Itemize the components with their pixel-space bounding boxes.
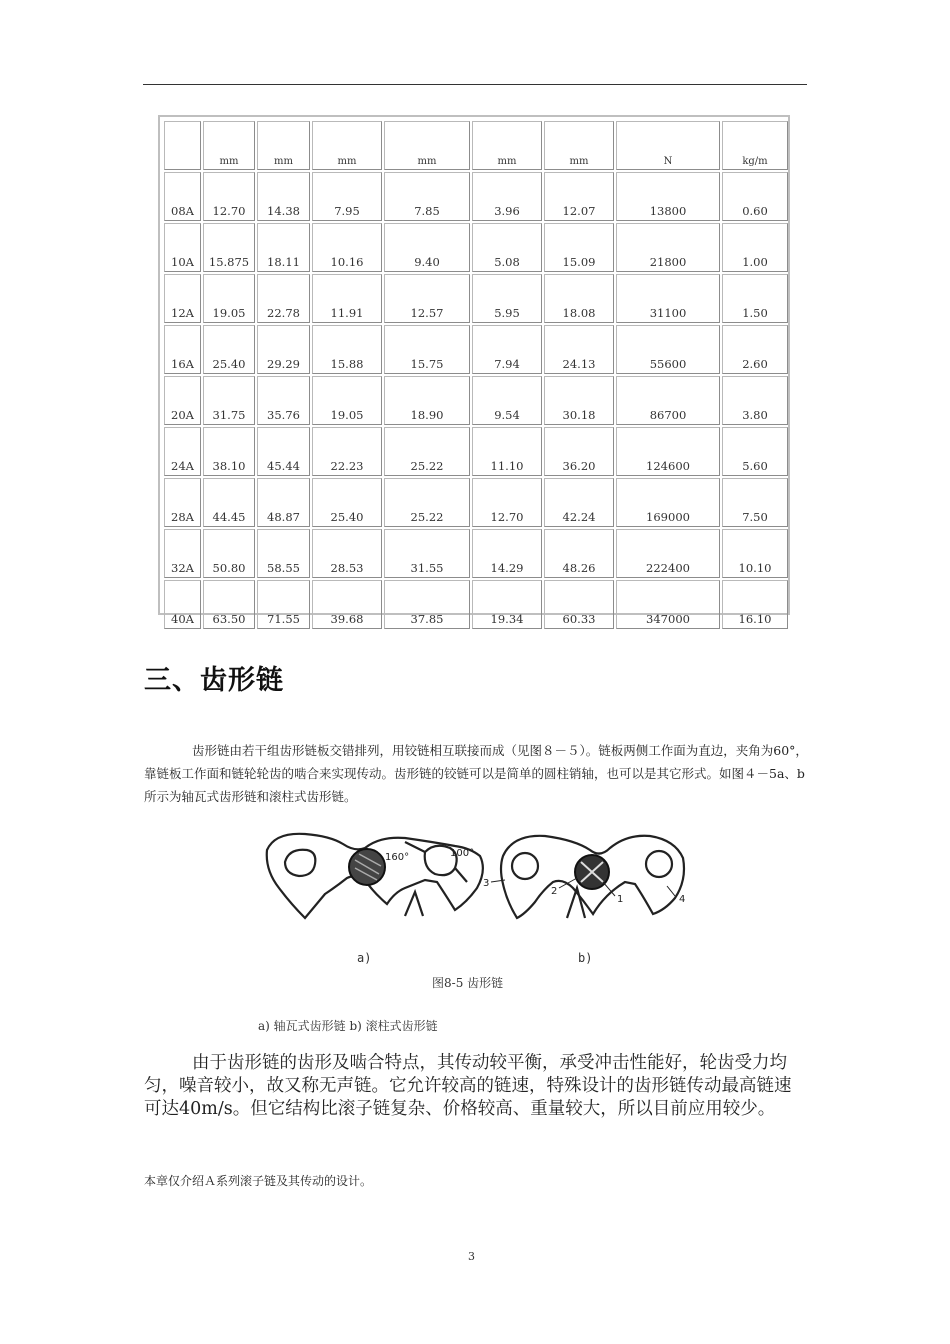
table-cell: 10.16: [312, 223, 382, 272]
table-cell: 86700: [616, 376, 720, 425]
table-cell: 11.10: [472, 427, 542, 476]
toothed-chain-figure: [255, 822, 705, 934]
figure-label-b: b): [578, 951, 593, 965]
table-cell: 7.94: [472, 325, 542, 374]
table-cell-chain-no: 16A: [164, 325, 201, 374]
table-cell: 71.55: [257, 580, 310, 629]
chain-spec-table: [158, 115, 790, 626]
table-cell-chain-no: 10A: [164, 223, 201, 272]
table-cell: mm: [257, 121, 310, 170]
table-unit-row: [164, 121, 788, 170]
table-cell: 29.29: [257, 325, 310, 374]
table-row: [164, 376, 788, 425]
table-row: [164, 223, 788, 272]
table-cell: 22.78: [257, 274, 310, 323]
table-cell: 3.80: [722, 376, 788, 425]
table-cell: 7.85: [384, 172, 470, 221]
table-row: [164, 580, 788, 629]
table-cell-chain-no: [164, 121, 201, 170]
table-cell: 18.11: [257, 223, 310, 272]
table-cell: 15.75: [384, 325, 470, 374]
table-cell: 55600: [616, 325, 720, 374]
table-cell: 13800: [616, 172, 720, 221]
table-cell: 28.53: [312, 529, 382, 578]
table-cell: 21800: [616, 223, 720, 272]
table-cell: 18.90: [384, 376, 470, 425]
table-cell: 14.38: [257, 172, 310, 221]
chapter-note: 本章仅介绍Ａ系列滚子链及其传动的设计。: [144, 1174, 373, 1188]
table-cell: mm: [472, 121, 542, 170]
table-cell: 18.08: [544, 274, 614, 323]
callout-1: 1: [617, 894, 624, 905]
header-rule: [143, 84, 807, 85]
table-cell: 50.80: [203, 529, 255, 578]
table-cell: 16.10: [722, 580, 788, 629]
table-row: [164, 529, 788, 578]
table-cell: 63.50: [203, 580, 255, 629]
table-cell: 0.60: [722, 172, 788, 221]
table-cell: 5.60: [722, 427, 788, 476]
table-cell: 124600: [616, 427, 720, 476]
table-cell: 1.00: [722, 223, 788, 272]
table-cell: 31.55: [384, 529, 470, 578]
table-cell: 19.05: [203, 274, 255, 323]
table-cell: 3.96: [472, 172, 542, 221]
table-cell: 25.40: [312, 478, 382, 527]
paragraph-silent-chain: 由于齿形链的齿形及啮合特点，其传动较平衡，承受冲击性能好，轮齿受力均匀，噪音较小，故又称无声链。它允许较高的链速，特殊设计的齿形链传动最高链速可达40m/s。但它结构比滚子链复杂、价格较高、重量较大，所以目前应用较少。: [144, 1053, 792, 1119]
table-cell: 24.13: [544, 325, 614, 374]
table-cell-chain-no: 12A: [164, 274, 201, 323]
page-number: 3: [468, 1250, 475, 1263]
table-row: [164, 172, 788, 221]
table-cell: kg/m: [722, 121, 788, 170]
table-cell: 12.57: [384, 274, 470, 323]
table-cell: mm: [384, 121, 470, 170]
callout-4: 4: [679, 894, 686, 905]
table-cell: 42.24: [544, 478, 614, 527]
table-cell: 15.875: [203, 223, 255, 272]
table-cell: 9.40: [384, 223, 470, 272]
figure-label-a: a): [357, 951, 372, 965]
table-cell: 12.70: [203, 172, 255, 221]
callout-3: 3: [483, 878, 490, 889]
table-cell: 48.26: [544, 529, 614, 578]
table-cell: 58.55: [257, 529, 310, 578]
toothed-chain-illustration: [255, 822, 705, 934]
table-cell: 10.10: [722, 529, 788, 578]
table-cell: 14.29: [472, 529, 542, 578]
table-cell: 25.22: [384, 427, 470, 476]
table-cell: 11.91: [312, 274, 382, 323]
table-cell-chain-no: 20A: [164, 376, 201, 425]
table-cell: 45.44: [257, 427, 310, 476]
table-cell: 35.76: [257, 376, 310, 425]
table-cell: 12.07: [544, 172, 614, 221]
angle-160-label: 160°: [385, 852, 410, 863]
table-cell-chain-no: 28A: [164, 478, 201, 527]
table-cell: 2.60: [722, 325, 788, 374]
table-cell-chain-no: 24A: [164, 427, 201, 476]
table-cell: 31100: [616, 274, 720, 323]
section-title: 三、齿形链: [144, 665, 284, 696]
table-cell: 39.68: [312, 580, 382, 629]
table-cell: 19.34: [472, 580, 542, 629]
table-cell: 36.20: [544, 427, 614, 476]
table-cell: 1.50: [722, 274, 788, 323]
table-cell: 31.75: [203, 376, 255, 425]
table-cell: mm: [312, 121, 382, 170]
table-cell: 169000: [616, 478, 720, 527]
angle-100-label: 100°: [450, 848, 475, 859]
figure-caption: 图8-5 齿形链: [432, 976, 504, 990]
table-cell: 5.08: [472, 223, 542, 272]
table-cell: 25.22: [384, 478, 470, 527]
table-cell: mm: [544, 121, 614, 170]
table-cell: 7.50: [722, 478, 788, 527]
table-cell: 15.09: [544, 223, 614, 272]
paragraph-intro: 齿形链由若干组齿形链板交错排列，用铰链相互联接而成（见图８－５）。链板两侧工作面为直边，夹角为60°，靠链板工作面和链轮轮齿的啮合来实现传动。齿形链的铰链可以是简单的圆柱销轴，也可以是其它形式。如图４－5a、b 所示为轴瓦式齿形链和滚柱式齿形链。: [144, 743, 808, 804]
table-cell: 44.45: [203, 478, 255, 527]
table-row: [164, 427, 788, 476]
figure-subcaption: a) 轴瓦式齿形链 b) 滚柱式齿形链: [258, 1019, 438, 1033]
table-cell: 5.95: [472, 274, 542, 323]
table-cell: mm: [203, 121, 255, 170]
table-cell: 38.10: [203, 427, 255, 476]
table-cell: 30.18: [544, 376, 614, 425]
table-row: [164, 274, 788, 323]
table-cell-chain-no: 32A: [164, 529, 201, 578]
table-cell: 7.95: [312, 172, 382, 221]
table-cell: 19.05: [312, 376, 382, 425]
table-cell: 37.85: [384, 580, 470, 629]
table-cell-chain-no: 08A: [164, 172, 201, 221]
table-cell-chain-no: 40A: [164, 580, 201, 629]
table-cell: 12.70: [472, 478, 542, 527]
table-cell: 25.40: [203, 325, 255, 374]
table-cell: 48.87: [257, 478, 310, 527]
table-row: [164, 478, 788, 527]
table-cell: 9.54: [472, 376, 542, 425]
table-cell: N: [616, 121, 720, 170]
table-cell: 222400: [616, 529, 720, 578]
table-row: [164, 325, 788, 374]
callout-2: 2: [551, 886, 558, 897]
table-cell: 347000: [616, 580, 720, 629]
table-cell: 60.33: [544, 580, 614, 629]
table-cell: 22.23: [312, 427, 382, 476]
table-cell: 15.88: [312, 325, 382, 374]
